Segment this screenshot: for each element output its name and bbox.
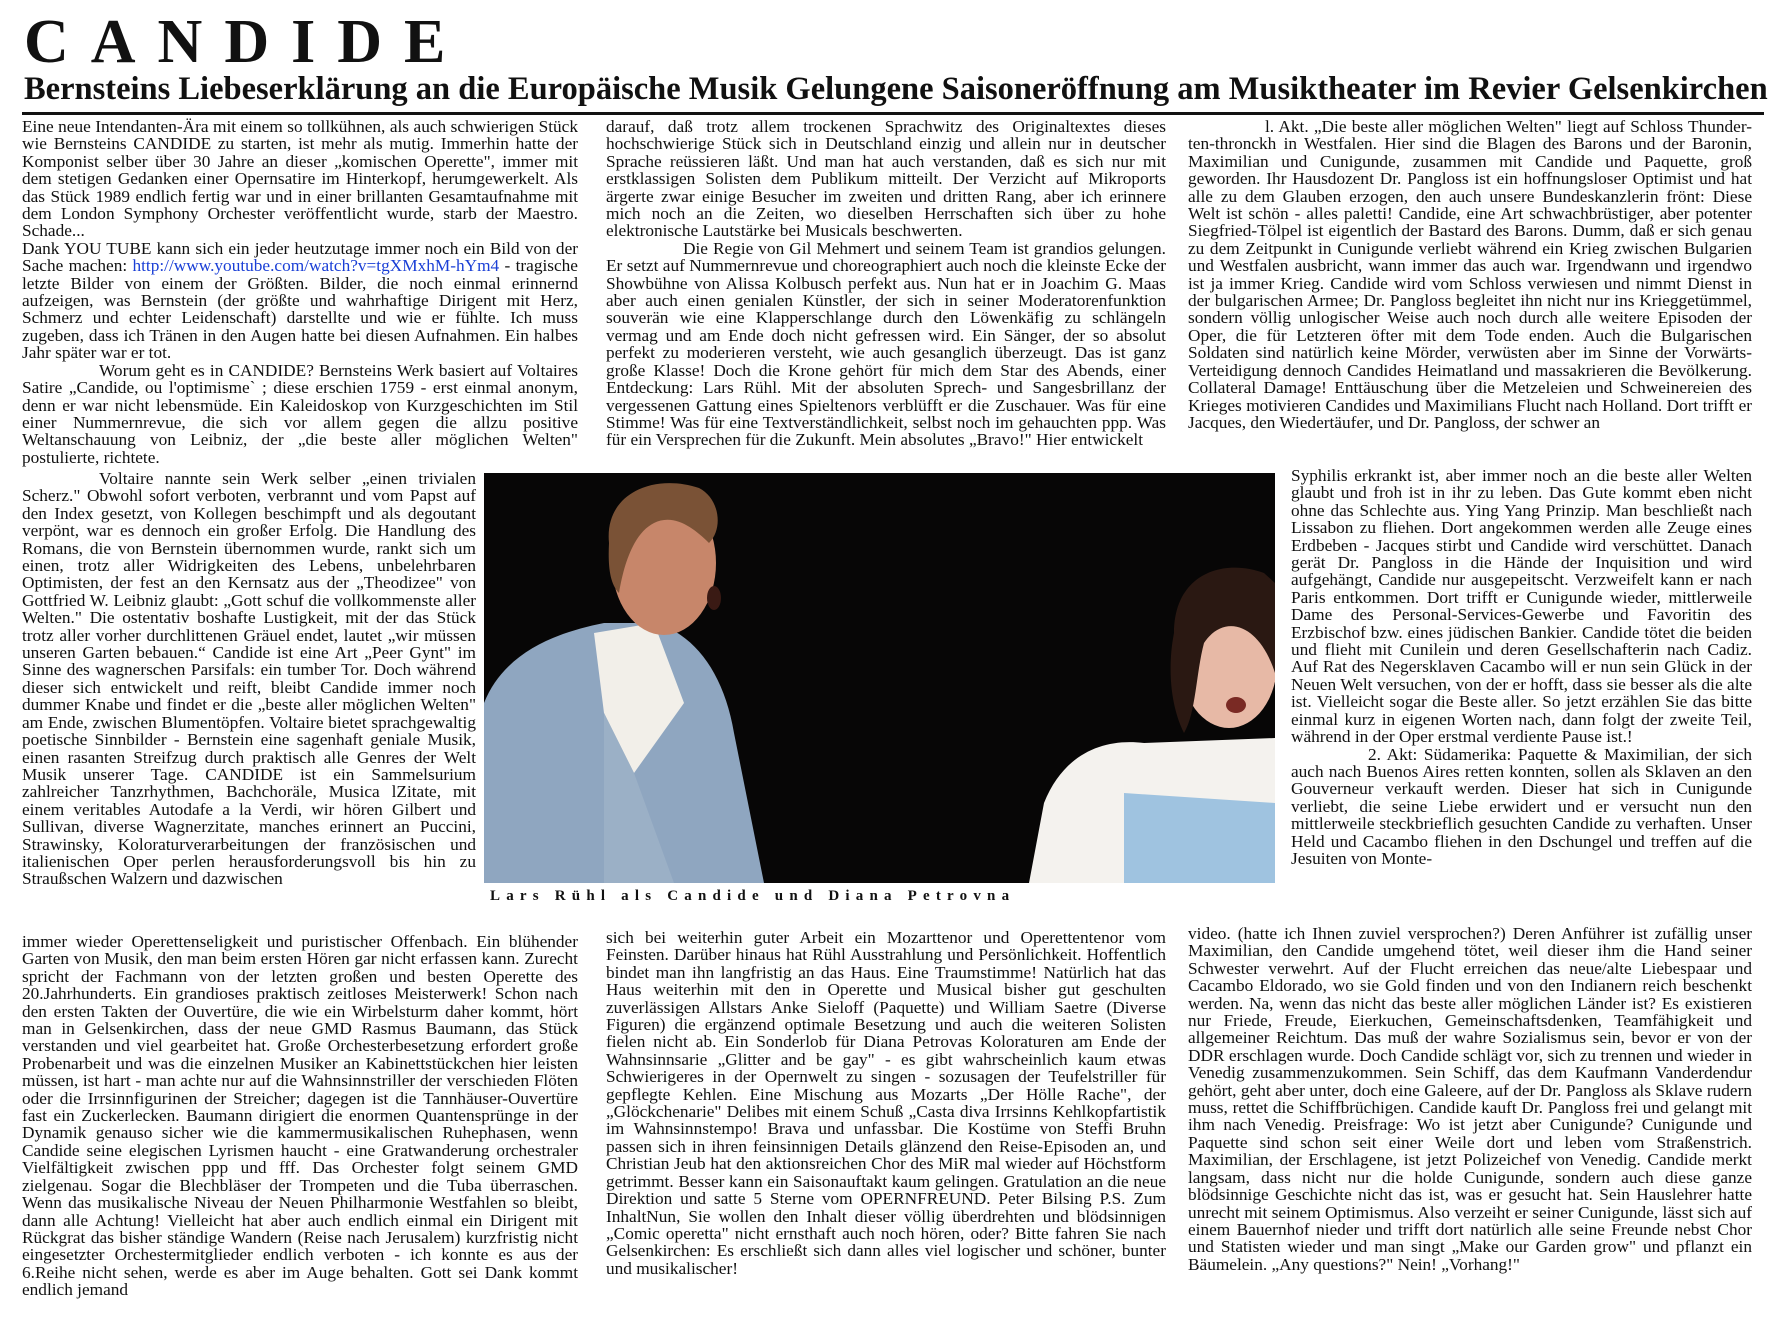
paragraph: Voltaire nannte sein Werk selber „einen trivialen Scherz." Obwohl sofort verboten, verbrannt und vom Papst auf den Index gesetzt, von Kollegen beschimpft und als degoutant verpönt, war es dennoch ein großer Erfolg. Die Handlung des Romans, die von Bernstein übernommen wurde, rankt sich um einen, trotz aller Widrigkeiten des Lebens, unbelehrbaren Optimisten, der fest an den Kernsatz aus der „Theodizee" von Gottfried W. Leibniz glaubt: „Gott schuf die vollkommenste aller Welten." Die ostentativ boshafte Lustigkeit, mit der das Stück trotz aller vorher durchlittenen Gräuel endet, lautet „wir müssen unseren Garten bebauen.“ Candide ist eine Art „Peer Gynt" im Sinne des wagnerschen Parsifals: ein tumber Tor. Doch während dieser sich entwickelt und reift, bleibt Candide immer noch dummer Knabe und findet er die „beste aller möglichen Welten" am Ende, zwischen Blumentöpfen. Voltaire bietet sprachgewaltig poetische Sinnbilder - Bernstein eine sagenhaft geniale Musik, einen rasanten Streifzug durch praktisch alle Genres der Welt Musik unserer Tage. CANDIDE ist ein Sammelsurium zahlreicher Tanzrhythmen, Bachchoräle, Musica lZitate, mit einem veritables Autodafe a la Verdi, wir hören Gilbert und Sullivan, diverse Wagnerzitate, manches erinnert an Puccini, Strawinsky, Koloraturverarbeitungen der französischen und italienischen Oper perlen herausforderungsvoll bis hin zu Straußschen Walzern und dazwischen	[22, 469, 476, 889]
paragraph: Die Regie von Gil Mehmert und seinem Team ist grandios gelungen. Er setzt auf Nummernrevue und choreographiert auch noch die kleinste Ecke der Showbühne von Alissa Kolbusch perfekt aus. Nun hat er in Joachim G. Maas aber auch einen genialen Künstler, der sich in seiner Moderatorenfunktion souverän wie eine Klapperschlange durch den Löwenkäfig zu schlängeln vermag und am Ende doch nicht gefressen wird. Ein Sänger, der so absolut perfekt zu moderieren versteht, wie auch gesanglich überzeugt. Das ist ganz große Klasse! Doch die Krone gehört für mich dem Star des Abends, einer Entdeckung: Lars Rühl. Mit der absoluten Sprech- und Sangesbrillanz der vergessenen Gattung eines Spieltenors verblüfft er die Zuschauer. Was für eine Stimme! Was für eine Textverständlichkeit, selbst noch im gehauchten ppp. Was für ein Versprechen für die Zukunft. Mein absolutes „Bravo!" Hier entwickelt	[606, 238, 1166, 450]
youtube-link[interactable]: http://www.youtube.com/watch?v=tgXMxhM-hYm4	[132, 256, 500, 276]
column-1-bottom	[22, 933, 578, 1299]
column-3-bottom	[1188, 925, 1752, 1273]
paragraph: Eine neue Intendanten-Ära mit einem so tollkühnen, als auch schwierigen Stück wie Bernsteins CANDIDE zu starten, ist mehr als mutig. Immerhin hatte der Komponist selber über 30 Jahre an dieser „komischen Operette", immer mit dem stetigen Gedanken einer Opernsatire im Hinterkopf, herumgewerkelt. Als das Stück 1989 endlich fertig war und in einer brillanten Gesamtaufnahme mit dem London Symphony Orchester veröffentlicht wurde, starb der Maestro. Schade...	[22, 117, 578, 241]
paragraph: l. Akt. „Die beste aller möglichen Welten" liegt auf Schloss Thunder-ten-thronckh in Westfalen. Hier sind die Blagen des Barons und der Baronin, Maximilian und Cunigunde, zusammen mit Candide und Paquette, groß geworden. Ihr Hausdozent Dr. Pangloss ist ein hoffnungsloser Optimist und hat alle zu dem Glauben erzogen, den auch unsere Bundeskanzlerin frönt: Diese Welt ist schön - alles paletti! Candide, eine Art schwachbrüstiger, aber potenter Siegfried-Tölpel ist eigentlich der Bastard des Barons. Dumm, daß er sich genau zu dem Zeitpunkt in Cunigunde verliebt während ein Krieg zwischen Bulgarien und Westfalen ausbricht, wann immer das auch war. Irgendwann und irgendwo ist ja immer Krieg. Candide wird vom Schloss verwiesen und nimmt Dienst in der bulgarischen Armee; Dr. Pangloss begleitet ihn nicht nur ins Krieggetümmel, sondern völlig unlogischer Weise auch noch durch alle weitere Episoden der Oper, die für Letzteren öfter mit dem Tode enden. Auch die Bulgarischen Soldaten sind natürlich keine Mörder, verwüsten aber im Sinne der Vorwärts-Verteidigung dennoch Candides Heimatland und massakrieren die Bevölkerung. Collateral Damage! Enttäuschung über die Metzeleien und Schweinereien des Krieges motivieren Candides und Maximilians Flucht nach Holland. Dort trifft er Jacques, den Wiedertäufer, und Dr. Pangloss, der schwer an	[1188, 117, 1752, 432]
paragraph-text: - tragische letzte Bilder von einem der Größten. Bilder, die noch einmal erinnernd aufzeigen, was Bernstein (der größte und wahrhaftige Dirigent mit Herz, Schmerz und echter Leidenschaft) darstellte und wie er fühlte. Ich muss zugeben, dass ich Tränen in den Augen hatte bei diesen Aufnahmen. Ein halbes Jahr später war er tot.	[22, 256, 578, 363]
stage-photo-illustration	[484, 473, 1275, 883]
paragraph: sich bei weiterhin guter Arbeit ein Mozarttenor und Operettentenor vom Feinsten. Darüber hinaus hat Rühl Ausstrahlung und Persönlichkeit. Hoffentlich bindet man ihn langfristig an das Haus. Eine Traumstimme! Natürlich hat das Haus weiterhin mit den in Operette und Musical bisher gut geschulten zuverlässigen Allstars Anke Sieloff (Paquette) und William Saetre (Diverse Figuren) die ergänzend optimale Besetzung und auch die weiteren Solisten fielen nicht ab. Ein Sonderlob für Diana Petrovas Koloraturen am Ende der Wahnsinnsarie „Glitter and be gay" - es gibt wahrscheinlich kaum etwas Schwierigeres in der Opernwelt zu singen - sozusagen der Teufelstriller für gepflegte Kehlen. Eine Mischung aus Mozarts „Der Hölle Rache", der „Glöckchenarie" Delibes mit einem Schuß „Casta diva Irrsinns Kehlkopfartistik im Wahnsinnstempo! Brava und unfassbar. Die Kostüme von Steffi Bruhn passen sich in ihren feinsinnigen Details glänzend den Reise-Episoden an, und Christian Jeub hat den aktionsreichen Chor des MiR mal wieder auf Höchstform getrimmt. Besser kann ein Saisonauftakt kaum gelingen. Gratulation an die neue Direktion und satte 5 Sterne vom OPERNFREUND. Peter Bilsing P.S. Zum InhaltNun, Sie wollen den Inhalt dieser völlig überdrehten und blödsinnigen „Comic operetta" nicht ernsthaft auch noch hören, oder? Bitte fahren Sie nach Gelsenkirchen: Es erschließt sich dann alles viel logischer und schöner, bunter und musikalischer!	[606, 928, 1166, 1278]
paragraph: darauf, daß trotz allem trockenen Sprachwitz des Originaltextes dieses hochschwierige Stück sich in Deutschland einzig und allein nur in deutscher Sprache reüssieren läßt. Und man hat auch verstanden, daß es sich nur mit erstklassigen Solisten dem Publikum mitteilt. Der Verzicht auf Mikroports ärgerte zwar einige Besucher im zweiten und dritten Rang, aber ich erinnere mich noch an die Zeiten, wo dieselben Herrschaften sich über zu hohe elektronische Lautstärke bei Musicals beschwerten.	[606, 117, 1166, 241]
column-3-beside-photo	[1291, 467, 1752, 867]
column-1-top	[22, 118, 578, 466]
paragraph: 2. Akt: Südamerika: Paquette & Maximilian, der sich auch nach Buenos Aires retten konnten, sollen als Sklaven an den Gouverneur verkauft werden. Dieser hat sich in Cunigunde verliebt, die seine Liebe erwidert und er versucht nun den mittlerweile steckbrieflich gesuchten Candide zu verhaften. Unser Held und Cacambo fliehen in den Dschungel und treffen auf die Jesuiten von Monte-	[1291, 744, 1752, 868]
column-2-top	[606, 118, 1166, 449]
column-2-bottom	[606, 929, 1166, 1277]
paragraph-with-link	[22, 240, 578, 362]
column-1-beside-photo	[22, 470, 476, 888]
column-3-top	[1188, 118, 1752, 431]
article-subtitle: Bernsteins Liebeserklärung an die Europäische Musik Gelungene Saisoneröffnung am Musiktheater im Revier Gelsenkirchen	[24, 71, 1768, 107]
photo-caption: Lars Rühl als Candide und Diana Petrovna	[490, 888, 1016, 904]
article-title: CANDIDE	[24, 8, 468, 76]
paragraph: Worum geht es in CANDIDE? Bernsteins Werk basiert auf Voltaires Satire „Candide, ou l'optimisme` ; diese erschien 1759 - erst einmal anonym, denn er war nicht lebensmüde. Ein Kaleidoskop von Kurzgeschichten im Stil einer Nummernrevue, die sich vor allem gegen die allzu positive Weltanschauung von Leibniz, der „die beste aller möglichen Welten" postulierte, richtete.	[22, 360, 578, 467]
title-rule	[22, 112, 1764, 115]
paragraph: Syphilis erkrankt ist, aber immer noch an die beste aller Welten glaubt und froh ist in ihr zu leben. Das Gute kommt eben nicht ohne das Schlechte aus. Ying Yang Prinzip. Man beschließt nach Lissabon zu fliehen. Dort angekommen werden alle Zeuge eines Erdbeben - Jacques stirbt und Candide wird verschüttet. Danach gerät Dr. Pangloss in die Hände der Inquisition und wird aufgehängt, Candide nur ausgepeitscht. Verzweifelt kann er nach Paris entkommen. Dort trifft er Cunigunde wieder, mittlerweile Dame des Personal-Services-Gewerbe und Favoritin des Erzbischof bzw. eines jüdischen Bankier. Candide tötet die beiden und flieht mit Cunilein und deren Gesellschafterin nach Cadiz. Auf Rat des Negersklaven Cacambo will er nun sein Glück in der Neuen Welt versuchen, von der er hofft, dass sie besser als die alte ist. Vielleicht sogar die Beste aller. So jetzt erzählen Sie das bitte einmal kurz in eigenen Worten nach, dann folgt der zweite Teil, während in der Oper erstmal verdiente Pause ist.!	[1291, 466, 1752, 747]
paragraph-text: Dank YOU TUBE kann sich ein jeder heutzutage immer noch ein Bild von der Sache machen:	[22, 238, 578, 276]
paragraph: immer wieder Operettenseligkeit und puristischer Offenbach. Ein blühender Garten von Musik, den man beim ersten Hören gar nicht erfassen kann. Zurecht spricht der Fachmann von der letzten großen und besten Operette des 20.Jahrhunderts. Ein grandioses praktisch zeitloses Meisterwerk! Schon nach den ersten Takten der Ouvertüre, die wie ein Wirbelsturm daher kommt, hört man in Gelsenkirchen, dass der neue GMD Rasmus Baumann, das Stück verstanden und viel gearbeitet hat. Große Orchesterbesetzung erfordert große Probenarbeit und was die einzelnen Musiker an Kabinettstückchen hier leisten müssen, ist hart - man achte nur auf die Wahnsinnstriller der verschieden Flöten oder die Irrsinnfigurinen der Streicher; dagegen ist die Tannhäuser-Ouvertüre fast ein Zuckerlecken. Baumann dirigiert die enormen Quantensprünge in der Dynamik genauso sicher wie die kammermusikalischen Ruhephasen, wenn Candide seine elegischen Lyrismen haucht - eine Gratwanderung orchestraler Vielfältigkeit zwischen ppp und fff. Das Orchester folgt seinem GMD zielgenau. Sogar die Blechbläser der Trompeten und die Tuba überraschen. Wenn das musikalische Niveau der Neuen Philharmonie Westfahlen so bleibt, dann alle Achtung! Vielleicht hat aber auch endlich einmal ein Dirigent mit Rückgrat das bisher ständige Wandern (Reise nach Jerusalem) kurzfristig nicht eingesetzter Orchestermitglieder endlich verboten - ich konnte es aus der 6.Reihe nicht sehen, werde es aber im Auge behalten. Gott sei Dank kommt endlich jemand	[22, 932, 578, 1300]
paragraph: video. (hatte ich Ihnen zuviel versprochen?) Deren Anführer ist zufällig unser Maximilian, den Candide umgehend tötet, weil dieser ihm die Hand seiner Schwester verwehrt. Auf der Flucht erreichen das neue/alte Liebespaar und Cacambo Eldorado, wo sie Gold finden und von den Indianern reich beschenkt werden. Na, wenn das nicht das beste aller möglichen Länder ist? Es existieren nur Friede, Freude, Eierkuchen, Gemeinschaftsdenken, Teamfähigkeit und allgemeiner Reichtum. Das muß der wahre Sozialismus sein, bevor er von der DDR erschlagen wurde. Doch Candide schlägt vor, sich zu trennen und wieder in Venedig zusammenzukommen. Sein Schiff, das dem Kaufmann Vanderdendur gehört, geht aber unter, doch eine Galeere, auf der Dr. Pangloss als Sklave rudern muss, rettet die Schiffbrüchigen. Candide kauft Dr. Pangloss frei und gelangt mit ihm nach Venedig. Preisfrage: Wo ist jetzt aber Cunigunde? Cunigunde und Paquette sind schon seit einer Weile dort und leben vom Straßenstrich. Maximilian, der Erschlagene, ist jetzt Polizeichef von Venedig. Candide merkt langsam, dass nicht nur die holde Cunigunde, sondern auch diese ganze blödsinnige Geschichte nicht das ist, was er gesucht hat. Sein Hauslehrer hatte unrecht mit seinem Optimismus. Also verzeiht er seiner Cunigunde, lässt sich auf einem Bauernhof nieder und trifft dort natürlich alle seine Freunde nebst Chor und Statisten wieder und man singt „Make our Garden grow" und pflanzt ein Bäumelein. „Any questions?" Nein! „Vorhang!"	[1188, 924, 1752, 1274]
stage-photo	[484, 473, 1275, 883]
